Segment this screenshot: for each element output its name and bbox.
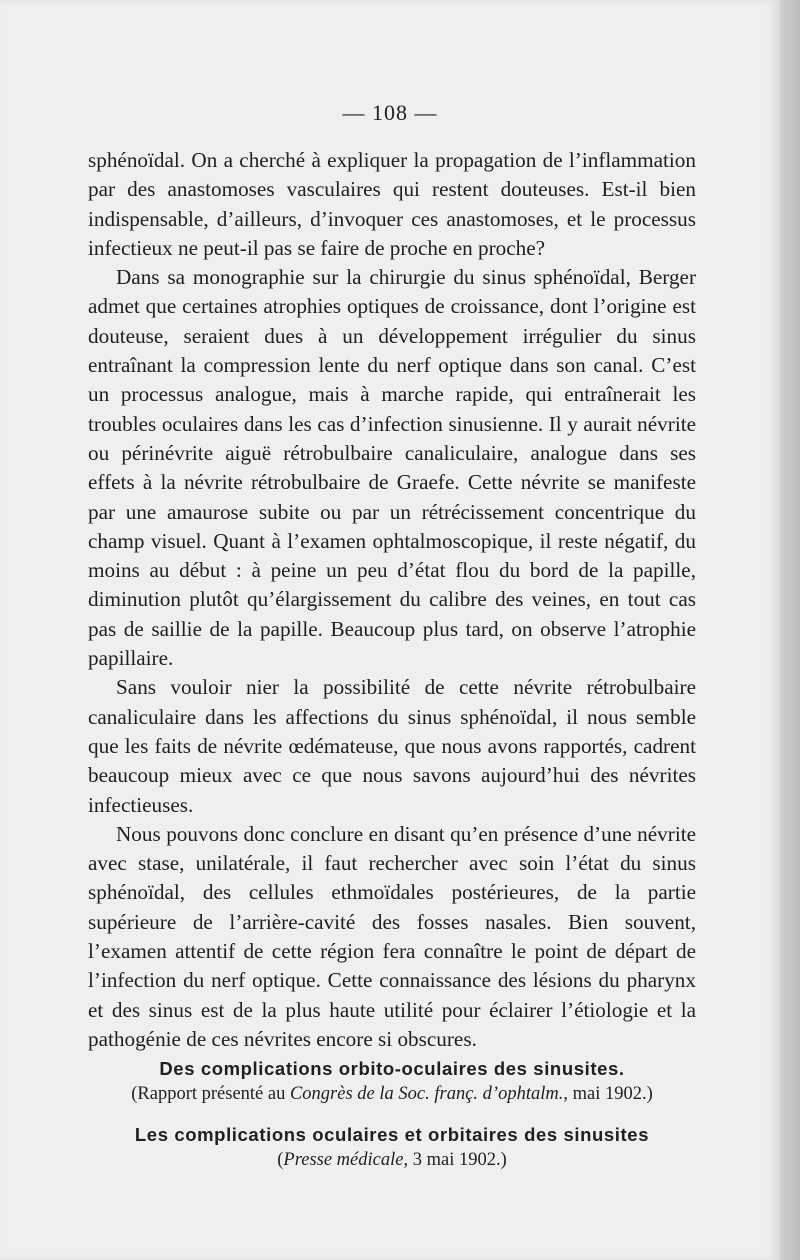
page-number: — 108 — [342,100,438,125]
reference-title: Des complications orbito-oculaires des sinusites. [159,1058,625,1079]
body-text [88,146,696,1054]
citation-open: ( [277,1150,284,1170]
citation-close: , mai 1902.) [563,1084,653,1104]
citation-open: (Rapport présenté au [131,1084,290,1104]
paragraph: Sans vouloir nier la possibilité de cette névrite rétrobulbaire canaliculaire dans les affections du sinus sphénoïdal, il nous semble que les faits de névrite œdémateuse, que nous avons rapportés, cadrent beaucoup mieux avec ce que nous savons aujourd’hui des névrites infectieuses. [88,675,696,817]
paragraph: Nous pouvons donc conclure en disant qu’en présence d’une névrite avec stase, unilatérale, il faut rechercher avec soin l’état du sinus sphénoïdal, des cellules ethmoïdales postérieures, de la partie supérieure de l’arrière-cavité des fosses nasales. Bien souvent, l’examen attentif de cette région fera connaître le point de départ de l’infection du nerf optique. Cette connaissance des lésions du pharynx et des sinus est de la plus haute utilité pour éclairer l’étiologie et la pathogénie de ces névrites encore si obscures. [88,821,696,1051]
citation-journal: Presse médicale [283,1150,404,1170]
paragraph: sphénoïdal. On a cherché à expliquer la propagation de l’inflammation par des anastomoses vasculaires qui restent douteuses. Est-il bien indispensable, d’ailleurs, d’invoquer ces anastomoses, et le processus infectieux ne peut-il pas se faire de proche en proche? [88,148,696,260]
paragraph: Dans sa monographie sur la chirurgie du sinus sphénoïdal, Berger admet que certaines atrophies optiques de croissance, dont l’origine est douteuse, seraient dues à un développement irrégulier du sinus entraînant la compression lente du nerf optique dans son canal. C’est un processus analogue, mais à marche rapide, qui entraînerait les troubles oculaires dans les cas d’infection sinusienne. Il y aurait névrite ou périnévrite aiguë rétrobulbaire canaliculaire, analogue dans ses effets à la névrite rétrobulbaire de Graefe. Cette névrite se manifeste par une amaurose subite ou par un rétrécissement concentrique du champ visuel. Quant à l’examen ophtalmoscopique, il reste négatif, du moins au début : à peine un peu d’état flou du bord de la papille, diminution plutôt qu’élargissement du calibre des veines, en tout cas pas de saillie de la papille. Beaucoup plus tard, on observe l’atrophie papillaire. [88,265,696,671]
citation-journal: Congrès de la Soc. franç. d’ophtalm. [289,1084,564,1104]
citation-close: , 3 mai 1902.) [403,1150,507,1170]
reference-title: Les complications oculaires et orbitaires des sinusites [134,1124,650,1145]
reference-citation [88,1150,696,1171]
reference-citation [88,1084,696,1105]
page-edge [780,0,800,1260]
